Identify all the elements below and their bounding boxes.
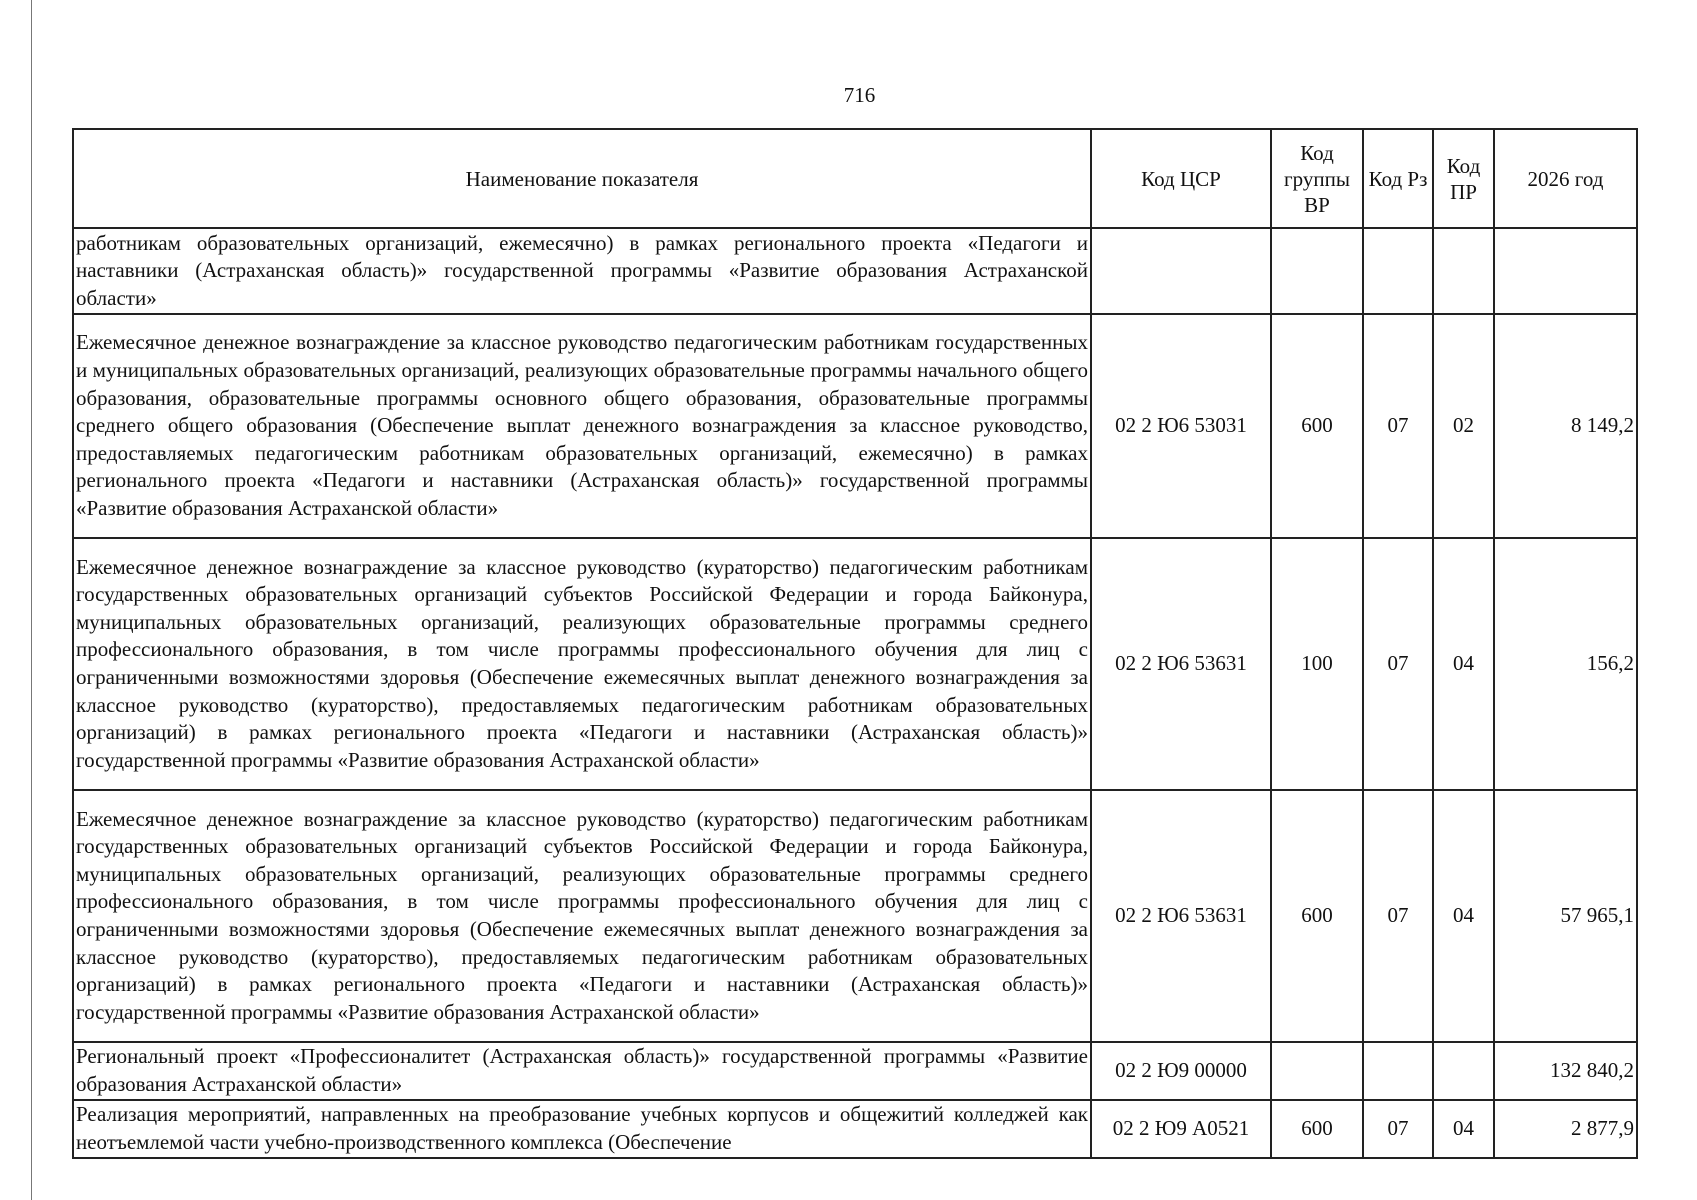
row-amount: 57 965,1 xyxy=(1494,790,1637,1042)
table-row xyxy=(73,790,1637,1042)
header-vr: Код группы ВР xyxy=(1271,129,1363,228)
header-year: 2026 год xyxy=(1494,129,1637,228)
row-csr: 02 2 Ю6 53631 xyxy=(1091,538,1271,790)
row-rz: 07 xyxy=(1363,790,1433,1042)
row-csr: 02 2 Ю9 00000 xyxy=(1091,1042,1271,1100)
table-header xyxy=(73,129,1637,228)
row-amount xyxy=(1494,228,1637,314)
row-vr: 600 xyxy=(1271,790,1363,1042)
row-amount: 132 840,2 xyxy=(1494,1042,1637,1100)
row-name: работникам образовательных организаций, ежемесячно) в рамках регионального проекта «Педагоги и наставники (Астраханская область)» государственной программы «Развитие образования Астраханской области» xyxy=(73,228,1091,314)
row-csr: 02 2 Ю9 А0521 xyxy=(1091,1100,1271,1158)
table-row xyxy=(73,1100,1637,1158)
row-name: Ежемесячное денежное вознаграждение за классное руководство педагогическим работникам государственных и муниципальных образовательных организаций, реализующих образовательные программы начального общего образования, образовательные программы основного общего образования, образовательные программы среднего общего образования (Обеспечение выплат денежного вознаграждения за классное руководство, предоставляемых педагогическим работникам образовательных организаций, ежемесячно) в рамках регионального проекта «Педагоги и наставники (Астраханская область)» государственной программы «Развитие образования Астраханской области» xyxy=(73,314,1091,538)
row-amount: 156,2 xyxy=(1494,538,1637,790)
row-vr xyxy=(1271,1042,1363,1100)
row-rz: 07 xyxy=(1363,314,1433,538)
row-pr xyxy=(1433,1042,1494,1100)
row-amount: 2 877,9 xyxy=(1494,1100,1637,1158)
row-name: Реализация мероприятий, направленных на преобразование учебных корпусов и общежитий колледжей как неотъемлемой части учебно-производственного комплекса (Обеспечение xyxy=(73,1100,1091,1158)
row-pr: 04 xyxy=(1433,538,1494,790)
row-pr: 04 xyxy=(1433,790,1494,1042)
row-amount: 8 149,2 xyxy=(1494,314,1637,538)
row-vr xyxy=(1271,228,1363,314)
header-name: Наименование показателя xyxy=(73,129,1091,228)
row-csr: 02 2 Ю6 53031 xyxy=(1091,314,1271,538)
left-margin-rule xyxy=(31,0,32,1200)
row-pr xyxy=(1433,228,1494,314)
header-csr: Код ЦСР xyxy=(1091,129,1271,228)
row-csr xyxy=(1091,228,1271,314)
row-vr: 100 xyxy=(1271,538,1363,790)
row-pr: 02 xyxy=(1433,314,1494,538)
table-row xyxy=(73,538,1637,790)
row-rz: 07 xyxy=(1363,1100,1433,1158)
row-rz: 07 xyxy=(1363,538,1433,790)
row-vr: 600 xyxy=(1271,1100,1363,1158)
row-csr: 02 2 Ю6 53631 xyxy=(1091,790,1271,1042)
row-name: Региональный проект «Профессионалитет (Астраханская область)» государственной программы «Развитие образования Астраханской области» xyxy=(73,1042,1091,1100)
table-row xyxy=(73,314,1637,538)
row-name: Ежемесячное денежное вознаграждение за классное руководство (кураторство) педагогическим работникам государственных образовательных организаций субъектов Российской Федерации и города Байконура, муниципальных образовательных организаций, реализующих образовательные программы среднего профессионального образования, в том числе программы профессионального обучения для лиц с ограниченными возможностями здоровья (Обеспечение ежемесячных выплат денежного вознаграждения за классное руководство (кураторство), предоставляемых педагогическим работникам образовательных организаций) в рамках регионального проекта «Педагоги и наставники (Астраханская область)» государственной программы «Развитие образования Астраханской области» xyxy=(73,538,1091,790)
row-rz xyxy=(1363,228,1433,314)
header-rz: Код Рз xyxy=(1363,129,1433,228)
table-body xyxy=(73,228,1637,1158)
row-pr: 04 xyxy=(1433,1100,1494,1158)
page-number: 716 xyxy=(843,83,876,107)
table-row xyxy=(73,228,1637,314)
budget-table xyxy=(72,128,1638,1159)
header-pr: Код ПР xyxy=(1433,129,1494,228)
row-vr: 600 xyxy=(1271,314,1363,538)
row-rz xyxy=(1363,1042,1433,1100)
table-row xyxy=(73,1042,1637,1100)
row-name: Ежемесячное денежное вознаграждение за классное руководство (кураторство) педагогическим работникам государственных образовательных организаций субъектов Российской Федерации и города Байконура, муниципальных образовательных организаций, реализующих образовательные программы среднего профессионального образования, в том числе программы профессионального обучения для лиц с ограниченными возможностями здоровья (Обеспечение ежемесячных выплат денежного вознаграждения за классное руководство (кураторство), предоставляемых педагогическим работникам образовательных организаций) в рамках регионального проекта «Педагоги и наставники (Астраханская область)» государственной программы «Развитие образования Астраханской области» xyxy=(73,790,1091,1042)
